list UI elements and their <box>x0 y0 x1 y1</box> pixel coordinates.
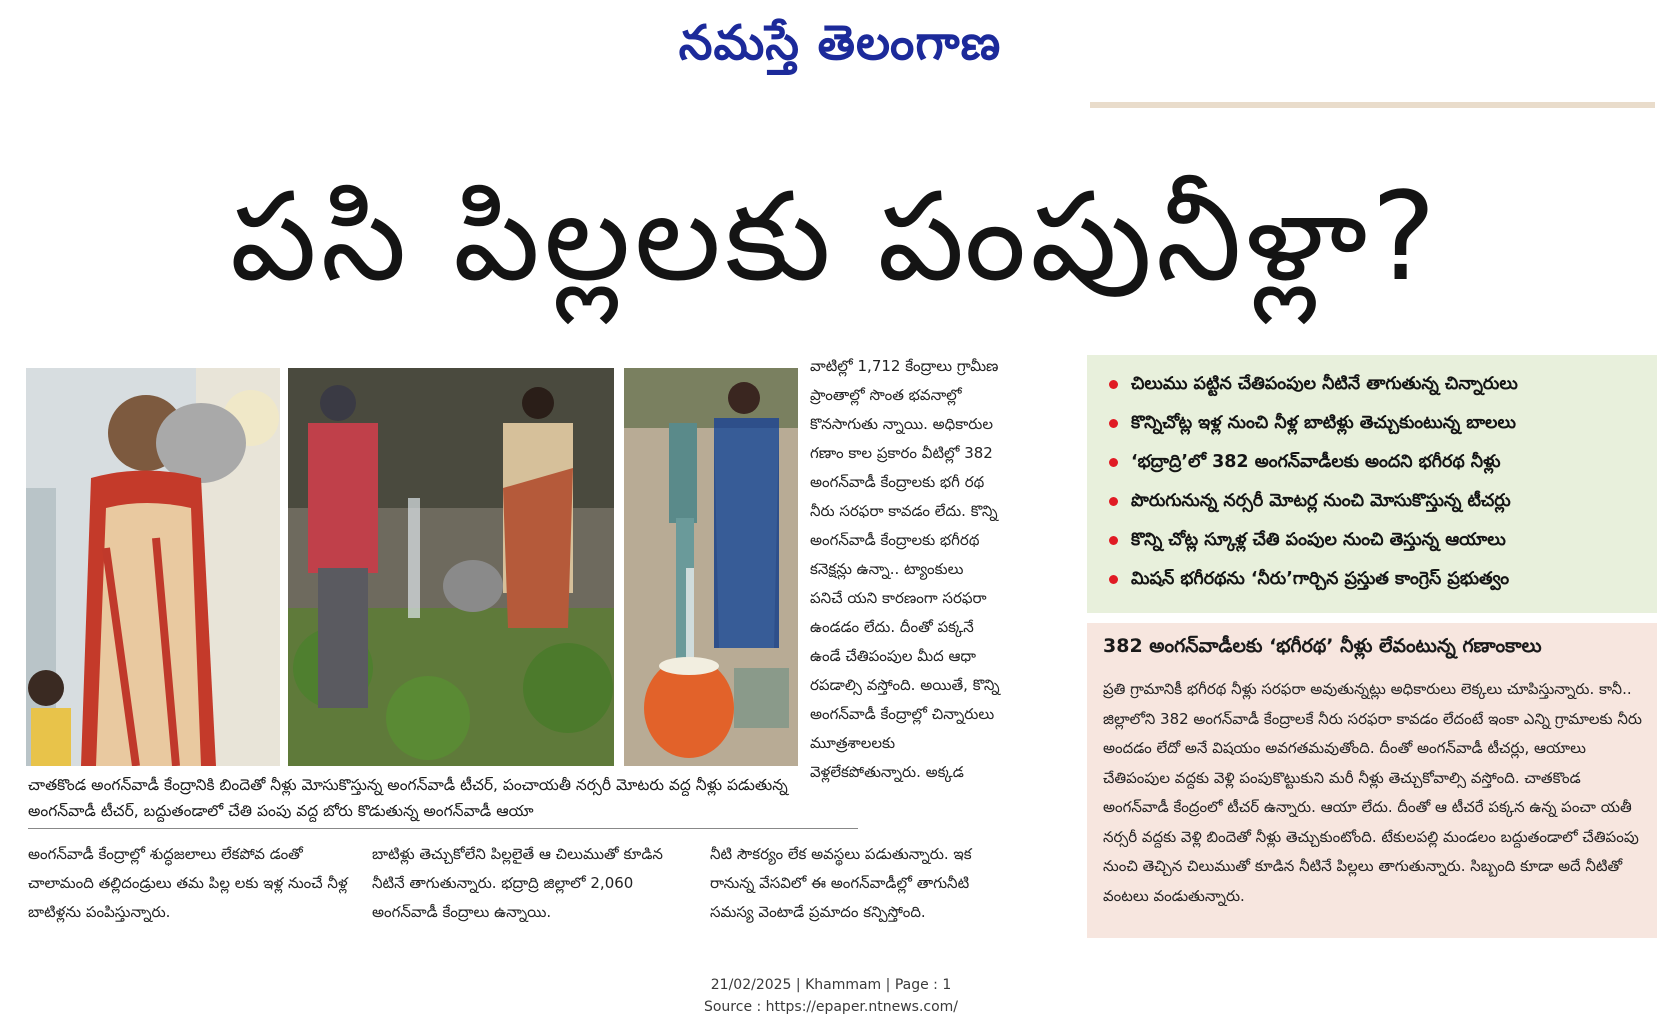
footer-date-edition: 21/02/2025 | Khammam | Page : 1 <box>710 977 952 993</box>
caption-divider <box>28 828 858 829</box>
highlight-text: మిషన్ భగీరథను ‘నీరు’గార్చిన ప్రస్తుత కాంగ్రెస్ ప్రభుత్వం <box>1131 569 1510 589</box>
highlight-text: పొరుగునున్న నర్సరీ మోటర్ల నుంచి మోసుకొస్తున్న టీచర్లు <box>1131 491 1511 511</box>
highlight-item <box>1105 365 1649 404</box>
photo-teacher-with-pot <box>26 368 280 766</box>
article-column-right: వాటిల్లో 1,712 కేంద్రాలు గ్రామీణ ప్రాంతాల్లో సొంత భవనాల్లో కొనసాగుతు న్నాయి. అధికారుల గణాం కాల ప్రకారం వీటిల్లో 382 అంగన్‌వాడీ కేంద్రాలకు భగీ రథ నీరు సరఫరా కావడం లేదు. కొన్ని అంగన్‌వాడీ కేంద్రాలకు భగీరథ కనెక్షన్లు ఉన్నా.. ట్యాంకులు పనిచే యని కారణంగా సరఫరా ఉండడం లేదు. దీంతో పక్కనే ఉండే చేతిపంపుల మీద ఆధా రపడాల్సి వస్తోంది. అయితే, కొన్ని అంగన్‌వాడీ కేంద్రాల్లో చిన్నారులు మూత్రశాలలకు వెళ్లలేకపోతున్నారు. అక్కడ <box>810 357 1000 781</box>
highlight-item <box>1105 443 1649 482</box>
footer-source-link[interactable]: Source : https://epaper.ntnews.com/ <box>703 999 959 1015</box>
headline: పసి పిల్లలకు పంపునీళ్లా? <box>229 166 1441 308</box>
highlight-item <box>1105 521 1649 560</box>
article-column-1: అంగన్‌వాడీ కేంద్రాల్లో శుద్ధజలాలు లేకపోవ డంతో చాలామంది తల్లిదండ్రులు తమ పిల్ల లకు ఇళ్ల నుంచే నీళ్ల బాటిళ్లను పంపిస్తున్నారు. <box>28 845 348 921</box>
photo-hand-pump <box>624 368 798 766</box>
photo-nursery-motor <box>288 368 614 766</box>
article-column-3: నీటి సౌకర్యం లేక అవస్థలు పడుతున్నారు. ఇక రానున్న వేసవిలో ఈ అంగన్‌వాడీల్లో తాగునీటి సమస్య వెంటాడే ప్రమాదం కన్పిస్తోంది. <box>710 845 972 921</box>
photo-caption: చాతకొండ అంగన్‌వాడీ కేంద్రానికి బిందెతో నీళ్లు మోసుకొస్తున్న అంగన్‌వాడీ టీచర్, పంచాయతీ నర్సరీ మోటరు వద్ద నీళ్లు పడుతున్న అంగన్‌వాడీ టీచర్, బద్దుతండాలో చేతి పంపు వద్ద బోరు కొడుతున్న అంగన్‌వాడీ ఆయా <box>28 776 788 820</box>
masthead-logo: నమస్తే తెలంగాణ <box>678 15 1002 71</box>
highlight-item <box>1105 404 1649 443</box>
highlight-item <box>1105 482 1649 521</box>
article-column-2: బాటిళ్లు తెచ్చుకోలేని పిల్లలైతే ఆ చిలుముతో కూడిన నీటినే తాగుతున్నారు. భద్రాద్రి జిల్లాలో 2,060 అంగన్‌వాడీ కేంద్రాలు ఉన్నాయి. <box>372 845 663 921</box>
highlight-text: కొన్నిచోట్ల ఇళ్ల నుంచి నీళ్ల బాటిళ్లు తెచ్చుకుంటున్న బాలలు <box>1131 413 1516 433</box>
bullet-dot-icon <box>1109 419 1118 428</box>
bullet-dot-icon <box>1109 575 1118 584</box>
bullet-dot-icon <box>1109 497 1118 506</box>
masthead-rule <box>1090 102 1655 108</box>
sidebar-box <box>1087 623 1657 938</box>
bullet-dot-icon <box>1109 458 1118 467</box>
highlight-item <box>1105 560 1649 599</box>
sidebar-box-body: ప్రతి గ్రామానికీ భగీరథ నీళ్లు సరఫరా అవుతున్నట్లు అధికారులు లెక్కలు చూపిస్తున్నారు. కానీ.. జిల్లాలోని 382 అంగన్‌వాడీ కేంద్రాలకే నీరు సరఫరా కావడం లేదంటే ఇంకా ఎన్ని గ్రామాలకు నీరు అందడం లేదో అనే విషయం అవగతమవుతోంది. దీంతో అంగన్‌వాడీ టీచర్లు, ఆయాలు చేతిపంపుల వద్దకు వెళ్లి పంపుకొట్టుకుని మరీ నీళ్లు తెచ్చుకోవాల్సి వస్తోంది. చాతకొండ అంగన్‌వాడీ కేంద్రంలో టీచర్ ఉన్నారు. ఆయా లేదు. దీంతో ఆ టీచరే పక్కన ఉన్న పంచా యతీ నర్సరీ వద్దకు వెళ్లి బిందెతో నీళ్లు తెచ్చుకుంటోంది. టేకులపల్లి మండలం బద్దుతండాలో చేతిపంపు నుంచి తెచ్చిన చిలుముతో కూడిన నీటినే పిల్లలు తాగుతున్నారు. సిబ్బంది కూడా అదే నీటితో వంటలు వండుతున్నారు. <box>1103 680 1642 905</box>
bullet-dot-icon <box>1109 536 1118 545</box>
highlight-text: ‘భద్రాద్రి’లో 382 అంగన్‌వాడీలకు అందని భగీరథ నీళ్లు <box>1131 452 1501 472</box>
highlight-text: చిలుము పట్టిన చేతిపంపుల నీటినే తాగుతున్న చిన్నారులు <box>1131 374 1518 394</box>
sidebar-box-title: 382 అంగన్‌వాడీలకు ‘భగీరథ’ నీళ్లు లేవంటున్న గణాంకాలు <box>1103 635 1542 657</box>
highlight-text: కొన్ని చోట్ల స్కూళ్ల చేతి పంపుల నుంచి తెస్తున్న ఆయాలు <box>1131 530 1506 550</box>
bullet-dot-icon <box>1109 380 1118 389</box>
highlights-panel <box>1087 355 1657 613</box>
